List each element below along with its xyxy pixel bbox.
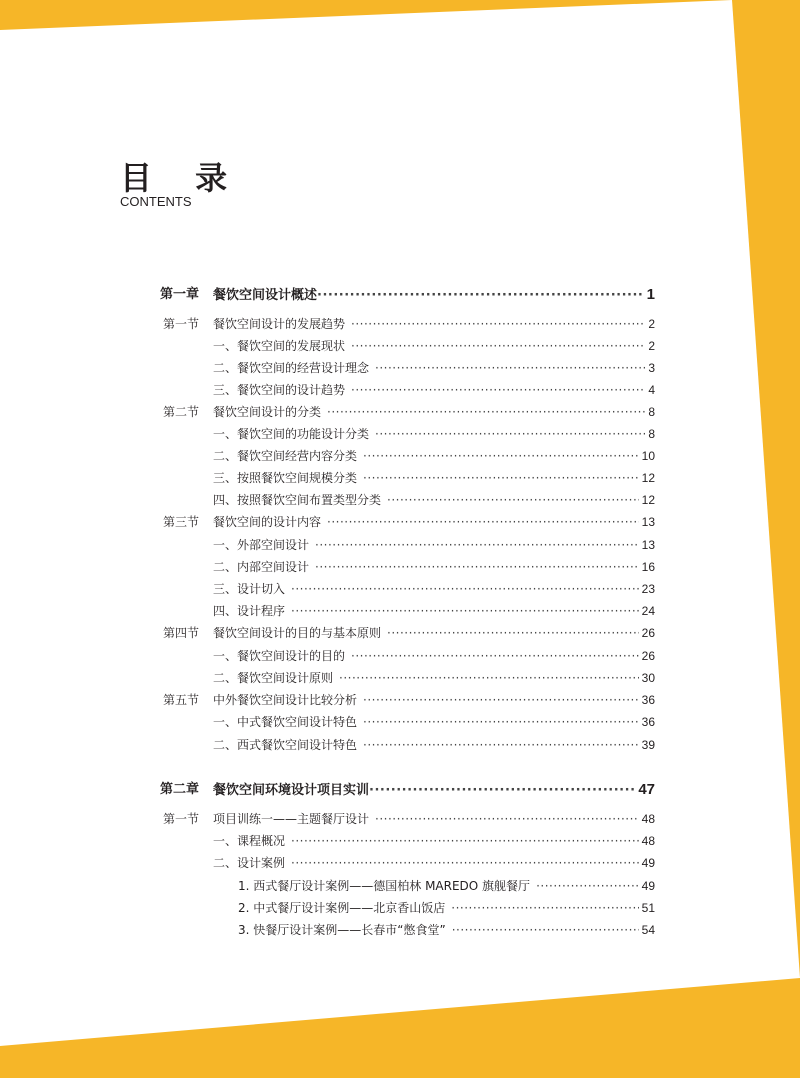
- toc-page-number: 26: [641, 649, 655, 663]
- toc-item-row: [213, 833, 655, 849]
- dot-leader: [351, 648, 639, 664]
- dot-leader: [375, 426, 645, 442]
- toc-section-row: [162, 514, 655, 530]
- toc-section-label: 第四节: [162, 626, 199, 640]
- toc-page-number: 49: [641, 879, 655, 893]
- dot-leader: [339, 670, 639, 686]
- toc-entry-title: 项目训练一——主题餐厅设计: [213, 812, 370, 826]
- toc-entry-title: 1. 西式餐厅设计案例——德国柏林 MAREDO 旗舰餐厅: [238, 879, 531, 893]
- toc-page-number: 3: [648, 361, 655, 375]
- dot-leader: [451, 900, 638, 916]
- toc-entry-title: 餐饮空间设计的目的与基本原则: [213, 626, 382, 640]
- toc-section-row: [162, 316, 655, 332]
- toc-page-number: 36: [641, 693, 655, 707]
- toc-item-row: [213, 470, 655, 486]
- toc-page-number: 36: [641, 715, 655, 729]
- toc-entry-title: 餐饮空间环境设计项目实训: [213, 783, 370, 798]
- dot-leader: [452, 922, 639, 938]
- dot-leader: [363, 692, 639, 708]
- dot-leader: [291, 581, 639, 597]
- toc-page-number: 48: [641, 834, 655, 848]
- toc-page-number: 26: [641, 626, 655, 640]
- dot-leader: [317, 288, 644, 304]
- toc-section-row: [162, 692, 655, 708]
- dot-leader: [351, 338, 645, 354]
- toc-subitem-row: [238, 922, 655, 938]
- toc-entry-title: 二、西式餐饮空间设计特色: [213, 738, 358, 752]
- dot-leader: [327, 514, 639, 530]
- toc-page-number: 39: [641, 738, 655, 752]
- toc-entry-title: 2. 中式餐厅设计案例——北京香山饭店: [238, 901, 446, 915]
- toc-item-row: [213, 448, 655, 464]
- toc-page-number: 51: [641, 901, 655, 915]
- dot-leader: [363, 470, 639, 486]
- toc-item-row: [213, 581, 655, 597]
- toc-entry-title: 三、按照餐饮空间规模分类: [213, 471, 358, 485]
- page-subtitle: CONTENTS: [120, 194, 192, 209]
- toc-entry-title: 四、按照餐饮空间布置类型分类: [213, 493, 382, 507]
- toc-entry-title: 餐饮空间设计的分类: [213, 405, 322, 419]
- toc-item-row: [213, 338, 655, 354]
- toc-page-number: 24: [641, 604, 655, 618]
- dot-leader: [387, 492, 639, 508]
- toc-entry-title: 三、设计切入: [213, 582, 286, 596]
- toc-page-number: 8: [648, 405, 655, 419]
- toc-page-number: 4: [648, 383, 655, 397]
- toc-item-row: [213, 855, 655, 871]
- dot-leader: [363, 448, 639, 464]
- toc-page-number: 49: [641, 856, 655, 870]
- dot-leader: [375, 360, 645, 376]
- dot-leader: [351, 382, 645, 398]
- dot-leader: [363, 714, 639, 730]
- dot-leader: [363, 737, 639, 753]
- toc-page-number: 30: [641, 671, 655, 685]
- toc-page-number: 10: [641, 449, 655, 463]
- toc-page-number: 23: [641, 582, 655, 596]
- toc-chapter-row: [159, 781, 655, 799]
- dot-leader: [291, 833, 639, 849]
- toc-section-label: 第二节: [162, 405, 199, 419]
- toc-section-row: [162, 811, 655, 827]
- toc-section-label: 第一节: [162, 812, 199, 826]
- toc-entry-title: 三、餐饮空间的设计趋势: [213, 383, 346, 397]
- dot-leader: [315, 537, 639, 553]
- toc-item-row: [213, 648, 655, 664]
- toc-entry-title: 餐饮空间设计概述: [213, 288, 318, 303]
- dot-leader: [327, 404, 645, 420]
- toc-item-row: [213, 603, 655, 619]
- dot-leader: [291, 855, 639, 871]
- toc-entry-title: 一、中式餐饮空间设计特色: [213, 715, 358, 729]
- toc-item-row: [213, 737, 655, 753]
- toc-entry-title: 二、餐饮空间的经营设计理念: [213, 361, 370, 375]
- dot-leader: [351, 316, 645, 332]
- toc-section-label: 第三节: [162, 515, 199, 529]
- toc-item-row: [213, 382, 655, 398]
- toc-page-number: 13: [641, 515, 655, 529]
- toc-subitem-row: [238, 900, 655, 916]
- toc-item-row: [213, 360, 655, 376]
- toc-entry-title: 四、设计程序: [213, 604, 286, 618]
- toc-page-number: 12: [641, 493, 655, 507]
- dot-leader: [315, 559, 639, 575]
- toc-entry-title: 二、餐饮空间设计原则: [213, 671, 334, 685]
- toc-section-row: [162, 625, 655, 641]
- toc-page-number: 1: [646, 286, 655, 303]
- toc-entry-title: 餐饮空间的设计内容: [213, 515, 322, 529]
- dot-leader: [536, 878, 639, 894]
- toc-item-row: [213, 670, 655, 686]
- toc-page-number: 54: [641, 923, 655, 937]
- dot-leader: [291, 603, 639, 619]
- toc-page-number: 12: [641, 471, 655, 485]
- toc-page-number: 47: [638, 781, 655, 798]
- toc-entry-title: 二、设计案例: [213, 856, 286, 870]
- toc-section-label: 第一节: [162, 317, 199, 331]
- toc-entry-title: 二、餐饮空间经营内容分类: [213, 449, 358, 463]
- page-title: 目 录: [120, 159, 244, 197]
- toc-chapter-row: [159, 286, 655, 304]
- toc-page-number: 16: [641, 560, 655, 574]
- toc-subitem-row: [238, 878, 655, 894]
- toc-entry-title: 一、餐饮空间的功能设计分类: [213, 427, 370, 441]
- toc-entry-title: 二、内部空间设计: [213, 560, 310, 574]
- toc-entry-title: 一、外部空间设计: [213, 538, 310, 552]
- toc-item-row: [213, 492, 655, 508]
- toc-item-row: [213, 537, 655, 553]
- toc-chapter-label: 第二章: [159, 782, 199, 797]
- toc-page-number: 2: [648, 339, 655, 353]
- dot-leader: [369, 783, 635, 799]
- toc-item-row: [213, 559, 655, 575]
- toc-entry-title: 一、餐饮空间设计的目的: [213, 649, 346, 663]
- toc-page-number: 48: [641, 812, 655, 826]
- dot-leader: [375, 811, 639, 827]
- toc-entry-title: 一、课程概况: [213, 834, 286, 848]
- toc-entry-title: 3. 快餐厅设计案例——长春市“憋食堂”: [238, 923, 446, 937]
- toc-entry-title: 餐饮空间设计的发展趋势: [213, 317, 346, 331]
- toc-entry-title: 一、餐饮空间的发展现状: [213, 339, 346, 353]
- toc-page-number: 2: [648, 317, 655, 331]
- toc-chapter-label: 第一章: [159, 287, 199, 302]
- toc-page-number: 8: [648, 427, 655, 441]
- dot-leader: [387, 625, 639, 641]
- toc-item-row: [213, 426, 655, 442]
- toc-entry-title: 中外餐饮空间设计比较分析: [213, 693, 358, 707]
- toc-page-number: 13: [641, 538, 655, 552]
- toc-section-label: 第五节: [162, 693, 199, 707]
- toc-section-row: [162, 404, 655, 420]
- toc-item-row: [213, 714, 655, 730]
